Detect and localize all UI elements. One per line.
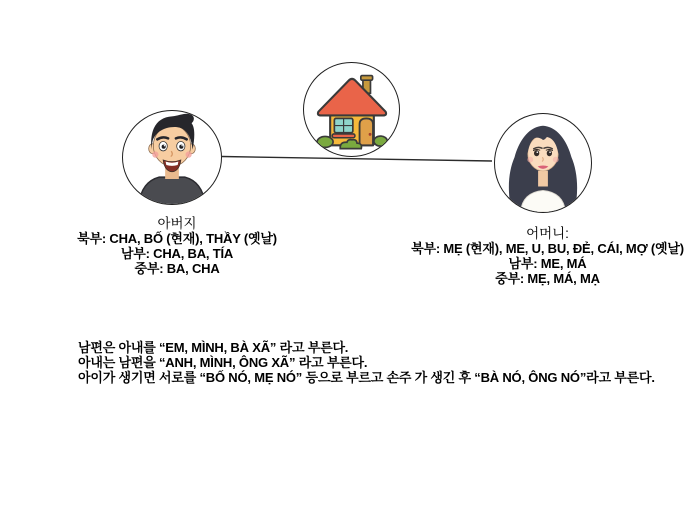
- father-term-south: 남부: CHA, BA, TÍA: [120, 246, 234, 261]
- house-node: [303, 62, 400, 157]
- mother-title: 어머니:: [526, 226, 569, 241]
- father-node: [122, 110, 222, 205]
- mother-term-south: 남부: ME, MÁ: [508, 256, 587, 271]
- mother-node: [494, 113, 592, 213]
- mother-term-central: 중부: MẸ, MÁ, MẠ: [495, 271, 600, 286]
- note-line-wife: 아내는 남편을 “ANH, MÌNH, ÔNG XÃ” 라고 부른다.: [78, 355, 368, 370]
- note-line-children: 아이가 생기면 서로를 “BỐ NÓ, MẸ NÓ” 등으로 부르고 손주 가 생긴 후 “BÀ NÓ, ÔNG NÓ”라고 부른다.: [78, 370, 655, 385]
- father-term-central: 중부: BA, CHA: [134, 261, 220, 276]
- mother-label: [390, 226, 700, 286]
- usage-notes: [78, 340, 655, 385]
- father-title: 아버지: [157, 216, 197, 231]
- mother-term-north: 북부: MẸ (현재), ME, U, BU, ĐẺ, CÁI, MỢ (옛날): [411, 241, 684, 256]
- father-label: [37, 216, 317, 276]
- note-line-husband: 남편은 아내를 “EM, MÌNH, BÀ XÃ” 라고 부른다.: [78, 340, 349, 355]
- father-term-north: 북부: CHA, BỐ (현재), THẦY (옛날): [77, 231, 277, 246]
- house-icon: [309, 68, 395, 152]
- father-avatar-icon: [123, 111, 221, 204]
- mother-avatar-icon: [495, 114, 591, 212]
